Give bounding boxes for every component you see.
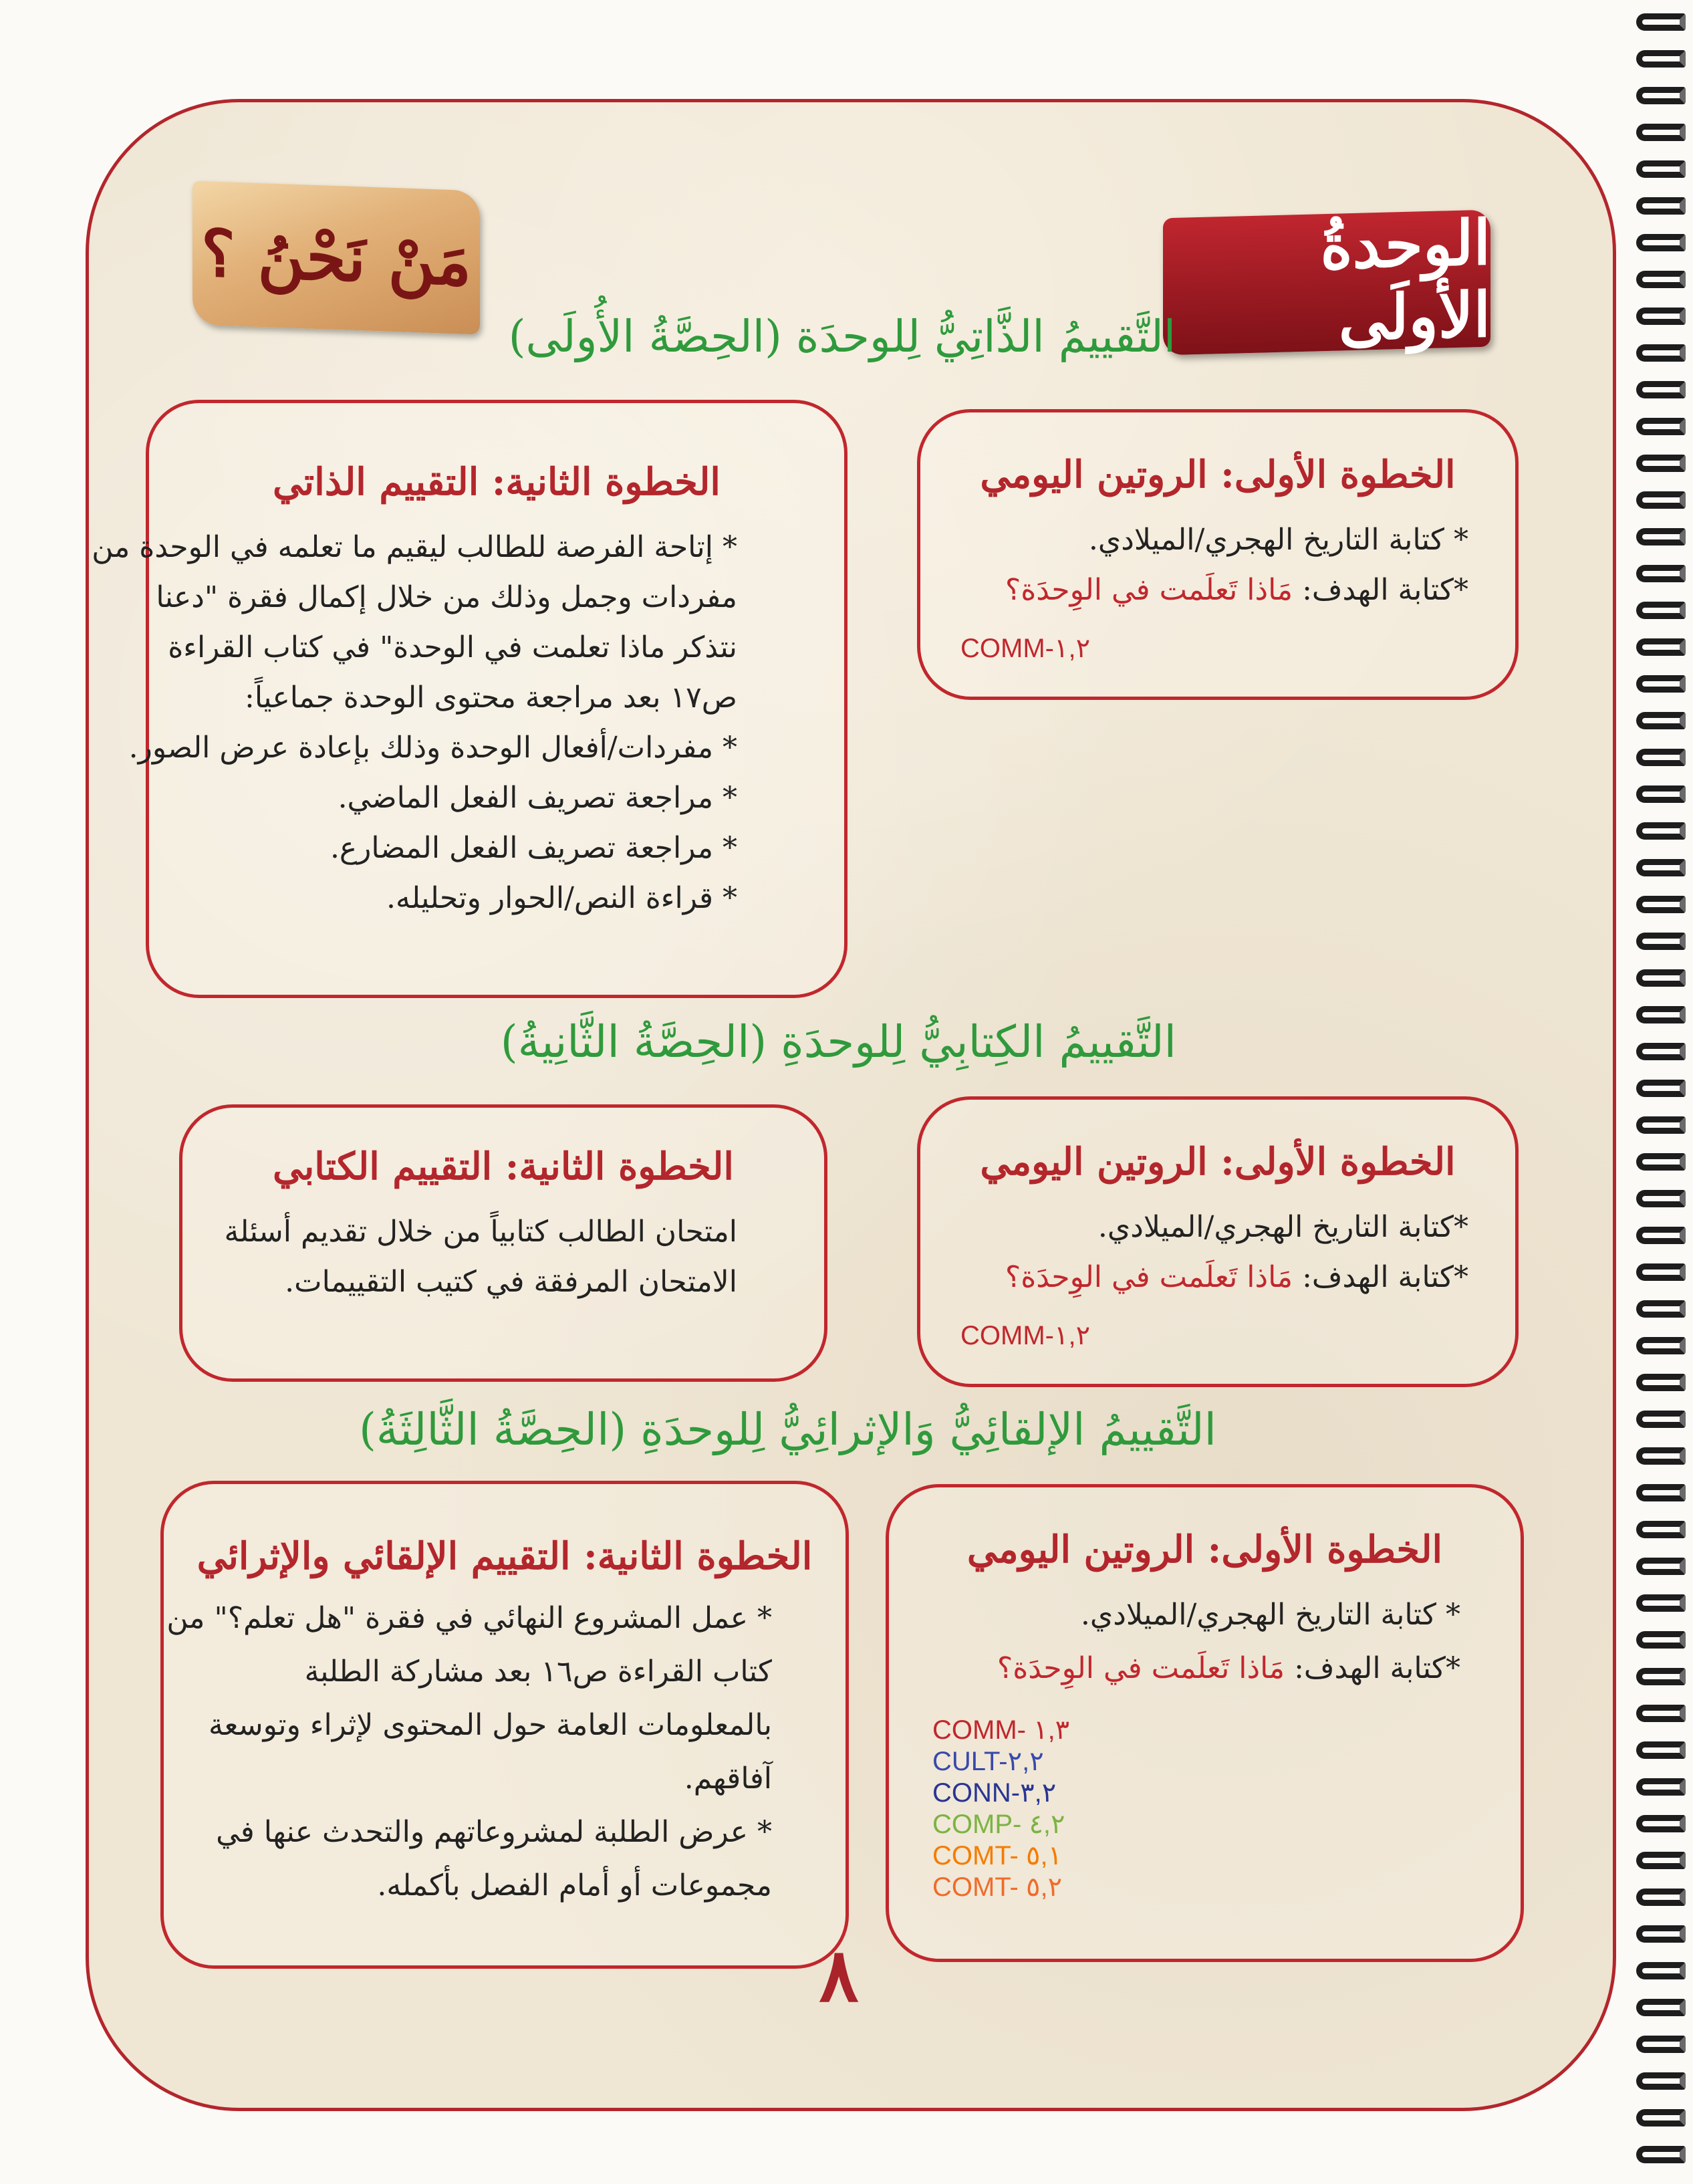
binding-coil bbox=[1636, 1006, 1686, 1023]
routine-card-3 bbox=[886, 1484, 1524, 1962]
body-line: نتذكر ماذا تعلمت في الوحدة" في كتاب القراءة bbox=[168, 630, 737, 664]
routine-card-title: الخطوة الأولى: الروتين اليومي bbox=[980, 453, 1456, 497]
binding-coil bbox=[1636, 50, 1686, 68]
binding-coil bbox=[1636, 1337, 1686, 1354]
binding-coil bbox=[1636, 1447, 1686, 1465]
binding-coil bbox=[1636, 124, 1686, 141]
section-heading-written-assessment: التَّقييمُ الكِتابِيُّ لِلوحدَةِ (الحِصَّةُ الثَّانِيةُ) bbox=[500, 1016, 1176, 1068]
standard-code: CONN-٣,٢ bbox=[932, 1778, 1057, 1808]
binding-coil bbox=[1636, 1190, 1686, 1207]
binding-coil bbox=[1636, 1925, 1686, 1943]
binding-coil bbox=[1636, 1668, 1686, 1685]
binding-coil bbox=[1636, 381, 1686, 398]
binding-coil bbox=[1636, 491, 1686, 509]
lesson-title: مَنْ نَحْنُ ؟ bbox=[201, 215, 472, 301]
page-number: ٨ bbox=[819, 1932, 859, 2018]
binding-coil bbox=[1636, 822, 1686, 840]
binding-coil bbox=[1636, 675, 1686, 693]
standard-code: COMT- ٥,١ bbox=[932, 1841, 1063, 1870]
binding-coil bbox=[1636, 87, 1686, 104]
binding-coil bbox=[1636, 1153, 1686, 1171]
body-line: * مراجعة تصريف الفعل الماضي. bbox=[338, 781, 737, 815]
binding-coil bbox=[1636, 969, 1686, 987]
date-line: * كتابة التاريخ الهجري/الميلادي. bbox=[1088, 523, 1468, 557]
standard-code: COMP- ٤,٢ bbox=[932, 1810, 1065, 1839]
binding-coil bbox=[1636, 1778, 1686, 1796]
body-line: * مفردات/أفعال الوحدة وذلك بإعادة عرض الصور. bbox=[128, 731, 737, 765]
binding-coil bbox=[1636, 160, 1686, 178]
binding-coil bbox=[1636, 602, 1686, 619]
binding-coil bbox=[1636, 1631, 1686, 1649]
binding-coil bbox=[1636, 1116, 1686, 1134]
unit-title: الوحدةُ الأولَى bbox=[1320, 206, 1490, 355]
goal-prefix: *كتابة الهدف: bbox=[1294, 1651, 1460, 1685]
body-line: امتحان الطالب كتابياً من خلال تقديم أسئلة bbox=[224, 1215, 737, 1249]
binding-coil bbox=[1636, 1484, 1686, 1501]
binding-coil bbox=[1636, 565, 1686, 582]
binding-coil bbox=[1636, 271, 1686, 288]
standard-code: CULT-٢,٢ bbox=[932, 1747, 1044, 1776]
binding-coil bbox=[1636, 1852, 1686, 1869]
binding-coil bbox=[1636, 859, 1686, 876]
binding-coil bbox=[1636, 1705, 1686, 1722]
goal-text: مَاذا تَعلَمت في الوِحدَة؟ bbox=[1005, 1260, 1293, 1294]
section-heading-self-assessment: التَّقييمُ الذَّاتِيُّ لِلوحدَة (الحِصَّةُ الأُولَى) bbox=[508, 311, 1176, 362]
binding-coil bbox=[1636, 1521, 1686, 1538]
body-line: * إتاحة الفرصة للطالب ليقيم ما تعلمه في الوحدة من bbox=[92, 530, 737, 564]
binding-coil bbox=[1636, 308, 1686, 325]
date-line: *كتابة التاريخ الهجري/الميلادي. bbox=[1097, 1210, 1468, 1244]
body-line: ص١٧ بعد مراجعة محتوى الوحدة جماعياً: bbox=[245, 681, 737, 715]
presentation-assessment-card bbox=[160, 1481, 849, 1969]
body-line: بالمعلومات العامة حول المحتوى لإثراء وتوسعة bbox=[208, 1708, 772, 1742]
binding-coil bbox=[1636, 1227, 1686, 1244]
binding-coil bbox=[1636, 933, 1686, 950]
body-line: * مراجعة تصريف الفعل المضارع. bbox=[330, 831, 737, 865]
binding-coil bbox=[1636, 749, 1686, 766]
binding-coil bbox=[1636, 1558, 1686, 1575]
self-assessment-title: الخطوة الثانية: التقييم الذاتي bbox=[273, 460, 721, 504]
standard-code: COMM-١,٢ bbox=[960, 1321, 1091, 1350]
standard-code: COMM- ١,٣ bbox=[932, 1715, 1070, 1745]
binding-coil bbox=[1636, 712, 1686, 729]
standard-code: COMM-١,٢ bbox=[960, 634, 1091, 663]
goal-text: مَاذا تَعلَمت في الوِحدَة؟ bbox=[997, 1651, 1285, 1685]
binding-coil bbox=[1636, 1962, 1686, 1979]
self-assessment-card bbox=[92, 400, 848, 998]
body-line: الامتحان المرفقة في كتيب التقييمات. bbox=[285, 1265, 737, 1299]
binding-coil bbox=[1636, 418, 1686, 435]
binding-coil bbox=[1636, 2036, 1686, 2053]
unit-title-banner bbox=[1163, 206, 1490, 356]
binding-coil bbox=[1636, 13, 1686, 31]
binding-coil bbox=[1636, 1374, 1686, 1391]
body-line: آفاقهم. bbox=[684, 1762, 772, 1796]
binding-coil bbox=[1636, 1411, 1686, 1428]
routine-card-title: الخطوة الأولى: الروتين اليومي bbox=[966, 1528, 1443, 1572]
routine-card-1 bbox=[917, 409, 1519, 700]
binding-coil bbox=[1636, 197, 1686, 215]
binding-coil bbox=[1636, 528, 1686, 545]
body-line: كتاب القراءة ص١٦ بعد مشاركة الطلبة bbox=[304, 1655, 772, 1689]
binding-coil bbox=[1636, 785, 1686, 803]
binding-coil bbox=[1636, 455, 1686, 472]
binding-coil bbox=[1636, 1263, 1686, 1281]
binding-coil bbox=[1636, 896, 1686, 913]
section-heading-presentation-assessment: التَّقييمُ الإلقائِيُّ وَالإثرائِيُّ لِلوحدَةِ (الحِصَّةُ الثَّالِثَةُ) bbox=[359, 1404, 1216, 1455]
goal-line bbox=[1005, 1260, 1468, 1294]
body-line: مجموعات أو أمام الفصل بأكمله. bbox=[377, 1868, 772, 1903]
binding-coil bbox=[1636, 1741, 1686, 1759]
date-line: * كتابة التاريخ الهجري/الميلادي. bbox=[1080, 1598, 1460, 1632]
goal-line bbox=[1005, 573, 1468, 607]
written-assessment-card bbox=[179, 1104, 827, 1382]
binding-coil bbox=[1636, 1889, 1686, 1906]
goal-text: مَاذا تَعلَمت في الوِحدَة؟ bbox=[1005, 573, 1293, 607]
presentation-assessment-title: الخطوة الثانية: التقييم الإلقائي والإثرائي bbox=[197, 1534, 813, 1578]
binding-coil bbox=[1636, 234, 1686, 251]
binding-coil bbox=[1636, 1080, 1686, 1097]
binding-coil bbox=[1636, 1815, 1686, 1832]
binding-coil bbox=[1636, 1999, 1686, 2016]
goal-line bbox=[997, 1651, 1460, 1685]
routine-card-2 bbox=[917, 1096, 1519, 1387]
body-line: * عمل المشروع النهائي في فقرة "هل تعلم؟" من bbox=[166, 1601, 772, 1635]
body-line: * قراءة النص/الحوار وتحليله. bbox=[386, 881, 737, 915]
binding-coil bbox=[1636, 1300, 1686, 1318]
routine-card-title: الخطوة الأولى: الروتين اليومي bbox=[980, 1140, 1456, 1184]
standard-code: COMT- ٥,٢ bbox=[932, 1872, 1063, 1902]
binding-coil bbox=[1636, 344, 1686, 362]
goal-prefix: *كتابة الهدف: bbox=[1302, 573, 1468, 607]
spiral-binding bbox=[1631, 0, 1693, 2184]
binding-coil bbox=[1636, 2146, 1686, 2163]
lesson-title-banner bbox=[192, 180, 480, 334]
written-assessment-title: الخطوة الثانية: التقييم الكتابي bbox=[273, 1144, 734, 1189]
binding-coil bbox=[1636, 1594, 1686, 1612]
binding-coil bbox=[1636, 1043, 1686, 1060]
body-line: مفردات وجمل وذلك من خلال إكمال فقرة "دعنا bbox=[156, 580, 737, 614]
binding-coil bbox=[1636, 2072, 1686, 2090]
body-line: * عرض الطلبة لمشروعاتهم والتحدث عنها في bbox=[216, 1815, 772, 1849]
binding-coil bbox=[1636, 2109, 1686, 2127]
goal-prefix: *كتابة الهدف: bbox=[1302, 1260, 1468, 1294]
binding-coil bbox=[1636, 638, 1686, 656]
